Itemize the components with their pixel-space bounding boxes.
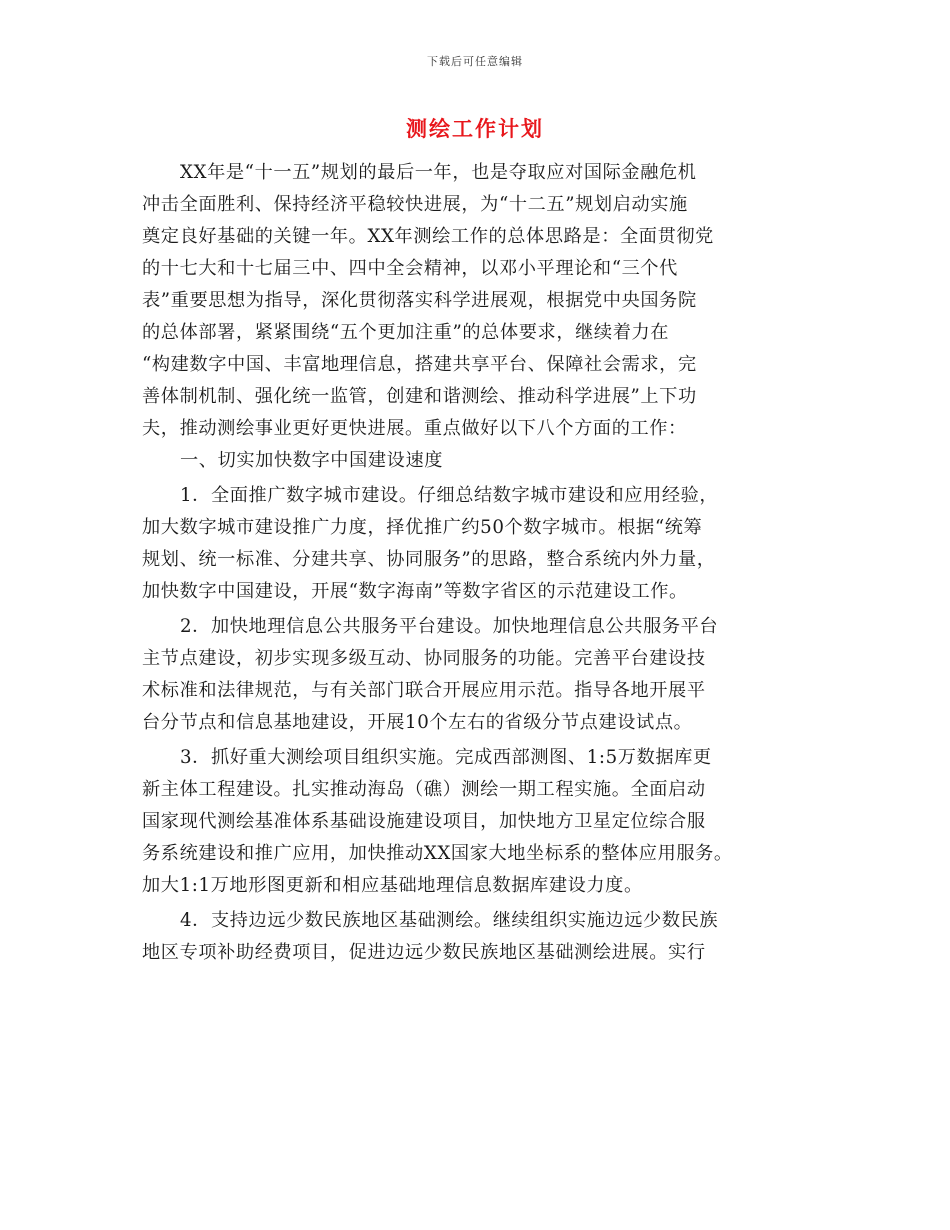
text-line: 的十七大和十七届三中、四中全会精神，以邓小平理论和“三个代	[142, 258, 678, 279]
document-title: 测绘工作计划	[406, 116, 544, 141]
text-line: 加大数字城市建设推广力度，择优推广约50个数字城市。根据“统筹	[142, 517, 703, 538]
text-line: 术标准和法律规范，与有关部门联合开展应用示范。指导各地开展平	[142, 680, 706, 701]
text-line: 加大1:1万地形图更新和相应基础地理信息数据库建设力度。	[142, 875, 643, 896]
text-line: 务系统建设和推广应用，加快推动XX国家大地坐标系的整体应用服务。	[142, 843, 733, 864]
text-line: 加快数字中国建设，开展“数字海南”等数字省区的示范建设工作。	[142, 581, 688, 602]
text-line: 新主体工程建设。扎实推动海岛（礁）测绘一期工程实施。全面启动	[142, 779, 706, 800]
text-line: 3．抓好重大测绘项目组织实施。完成西部测图、1:5万数据库更	[180, 747, 712, 768]
text-line: 奠定良好基础的关键一年。XX年测绘工作的总体思路是：全面贯彻党	[142, 226, 714, 247]
text-line: 国家现代测绘基准体系基础设施建设项目，加快地方卫星定位综合服	[142, 811, 706, 832]
text-line: 主节点建设，初步实现多级互动、协同服务的功能。完善平台建设技	[142, 648, 706, 669]
text-line: XX年是“十一五”规划的最后一年，也是夺取应对国际金融危机	[180, 162, 697, 183]
text-line: “构建数字中国、丰富地理信息，搭建共享平台、保障社会需求，完	[142, 354, 697, 375]
header-note: 下载后可任意编辑	[427, 55, 523, 68]
text-line: 夫，推动测绘事业更好更快进展。重点做好以下八个方面的工作：	[142, 418, 687, 439]
text-line: 一、切实加快数字中国建设速度	[180, 450, 444, 471]
text-line: 规划、统一标准、分建共享、协同服务”的思路，整合系统内外力量，	[142, 549, 716, 570]
text-line: 善体制机制、强化统一监管，创建和谐测绘、推动科学进展”上下功	[142, 386, 697, 407]
text-line: 台分节点和信息基地建设，开展10个左右的省级分节点建设试点。	[142, 712, 693, 733]
text-line: 的总体部署，紧紧围绕“五个更加注重”的总体要求，继续着力在	[142, 322, 670, 343]
text-line: 2．加快地理信息公共服务平台建设。加快地理信息公共服务平台	[180, 616, 719, 637]
text-line: 冲击全面胜利、保持经济平稳较快进展，为“十二五”规划启动实施	[142, 194, 688, 215]
text-line: 地区专项补助经费项目，促进边远少数民族地区基础测绘进展。实行	[142, 942, 706, 963]
text-line: 表”重要思想为指导，深化贯彻落实科学进展观，根据党中央国务院	[142, 290, 697, 311]
text-line: 4．支持边远少数民族地区基础测绘。继续组织实施边远少数民族	[180, 910, 719, 931]
document-body	[142, 157, 812, 969]
text-line: 1．全面推广数字城市建设。仔细总结数字城市建设和应用经验，	[180, 485, 719, 506]
